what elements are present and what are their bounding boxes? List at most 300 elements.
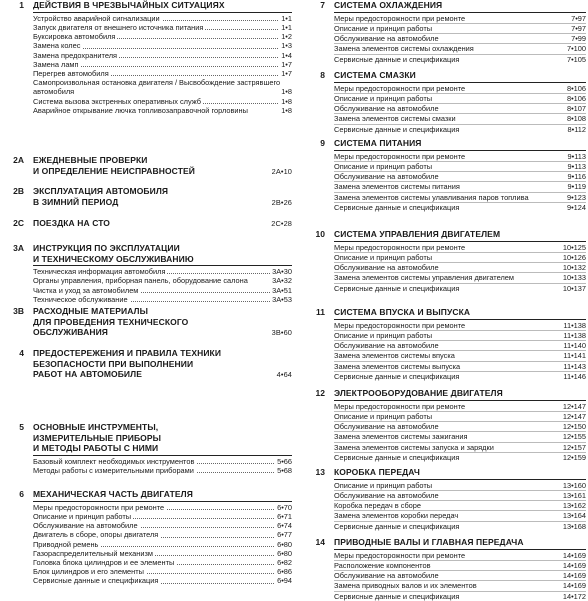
section-title-text: ЕЖЕДНЕВНЫЕ ПРОВЕРКИ — [33, 155, 148, 165]
toc-entry[interactable] — [334, 182, 586, 192]
section-divider — [33, 501, 292, 502]
section-title-line — [334, 0, 586, 11]
toc-entry[interactable] — [334, 422, 586, 432]
toc-entry-label: Устройство аварийной сигнализации — [33, 13, 160, 23]
toc-entry-page: 6•74 — [277, 521, 292, 531]
toc-entry-label: Замена элементов системы зажигания — [334, 432, 468, 442]
toc-entry-label: Сервисные данные и спецификация — [334, 202, 460, 212]
section-title-text: ОБСЛУЖИВАНИЯ — [33, 327, 108, 337]
toc-entry[interactable] — [33, 286, 292, 295]
section-title — [334, 70, 586, 81]
toc-entry[interactable] — [334, 243, 586, 253]
toc-entry-page: 11•138 — [563, 330, 586, 340]
section-title-text: ПОЕЗДКА НА СТО — [33, 218, 111, 228]
section-title — [33, 348, 292, 380]
section-body — [334, 467, 586, 531]
section-title-line — [33, 327, 292, 338]
toc-entry-label: Сервисные данные и спецификация — [334, 371, 460, 381]
toc-entry-label: Замена элементов системы управления двигателем — [334, 273, 514, 283]
section-title-line — [33, 306, 292, 317]
toc-entry-page: 9•124 — [566, 202, 586, 212]
section-title-text: И ОПРЕДЕЛЕНИЕ НЕИСПРАВНОСТЕЙ — [33, 165, 195, 176]
section-number: 3A — [13, 243, 24, 253]
section-divider — [33, 455, 292, 456]
toc-entry[interactable] — [334, 284, 586, 293]
section-page-number: 4•64 — [276, 370, 292, 379]
toc-entry[interactable] — [334, 351, 586, 361]
section-title-line — [33, 359, 292, 370]
toc-entry-page: 6•82 — [277, 557, 292, 567]
toc-entry[interactable] — [334, 341, 586, 351]
toc-entry-page: 6•80 — [277, 548, 292, 558]
toc-entry-page: 7•97 — [571, 13, 586, 23]
section-title-line — [334, 388, 586, 399]
toc-entry-page: 11•140 — [563, 341, 586, 351]
section-number: 7 — [320, 0, 325, 10]
toc-entry-label: Блок цилиндров и его элементы — [33, 567, 144, 577]
toc-entry-page: 11•138 — [563, 320, 586, 330]
toc-entry-label: Замена элементов системы охлаждения — [334, 44, 474, 54]
section-title-line — [33, 369, 292, 380]
section-title-line — [33, 254, 292, 265]
toc-entry[interactable] — [334, 203, 586, 212]
section-title — [334, 229, 586, 240]
toc-entry-page: 6•70 — [277, 502, 292, 512]
toc-entry-page: 9•113 — [567, 151, 586, 161]
section-divider — [334, 241, 586, 242]
toc-entry[interactable] — [334, 55, 586, 64]
section-title-line — [33, 0, 292, 11]
toc-entry-page: 12•147 — [562, 401, 586, 411]
section-title-line — [33, 166, 292, 177]
toc-entry[interactable] — [33, 267, 292, 276]
toc-entry-label: Описание и принцип работы — [334, 93, 433, 103]
toc-entry[interactable] — [334, 24, 586, 34]
toc-entry[interactable] — [33, 69, 292, 78]
toc-entry-page: 5•68 — [277, 465, 292, 475]
toc-entry[interactable] — [334, 321, 586, 331]
toc-entry-page: 1•8 — [281, 87, 292, 97]
toc-entry-label: Базовый комплект необходимых инструментов — [33, 456, 195, 466]
toc-entry-label: Сервисные данные и спецификация — [334, 452, 460, 462]
toc-entry-page: 9•116 — [567, 172, 586, 182]
toc-entry-page: 11•146 — [563, 371, 586, 381]
toc-entry[interactable] — [334, 14, 586, 24]
section-title-line — [334, 537, 586, 548]
section-title — [334, 537, 586, 548]
toc-entry[interactable] — [33, 60, 292, 69]
section-body — [334, 0, 586, 64]
toc-entry-label: Самопроизвольная остановка двигателя / Высвобождение застрявшего автомобиля — [33, 78, 292, 96]
toc-entry-label: Обслуживание на автомобиле — [334, 34, 439, 44]
toc-entry-label: Описание и принцип работы — [334, 411, 433, 421]
section-title-line — [33, 197, 292, 208]
section-body — [33, 155, 292, 176]
section-body — [33, 186, 292, 207]
section-divider — [334, 319, 586, 320]
section-title-line — [33, 155, 292, 166]
toc-entry[interactable] — [334, 432, 586, 442]
toc-entry[interactable] — [334, 162, 586, 172]
section-body — [33, 0, 292, 115]
section-title-text: МЕХАНИЧЕСКАЯ ЧАСТЬ ДВИГАТЕЛЯ — [33, 489, 193, 499]
toc-entry[interactable] — [33, 530, 292, 539]
toc-entry-label: Аварийное открывание лючка топливозаправочной горловины — [33, 106, 292, 115]
toc-entry[interactable] — [33, 457, 292, 466]
section-title-text: ДЛЯ ПРОВЕДЕНИЯ ТЕХНИЧЕСКОГО — [33, 316, 189, 327]
section-page-number: 3B•60 — [271, 328, 292, 337]
toc-entry-label: Меры предосторожности при ремонте — [334, 320, 466, 330]
toc-entry[interactable] — [334, 453, 586, 462]
toc-entry[interactable] — [334, 443, 586, 453]
section-title-line — [33, 317, 292, 328]
toc-entry[interactable] — [33, 78, 292, 96]
toc-entry-label: Чистка и уход за автомобилем — [33, 285, 139, 295]
toc-entry-page: 10•125 — [562, 242, 586, 252]
toc-entry[interactable] — [334, 152, 586, 162]
toc-entry-page: 6•77 — [277, 530, 292, 540]
toc-entry[interactable] — [334, 372, 586, 381]
toc-entry[interactable] — [334, 253, 586, 263]
section-divider — [334, 150, 586, 151]
toc-entry[interactable] — [33, 106, 292, 115]
toc-entry-label: Сервисные данные и спецификация — [334, 283, 460, 293]
toc-entry-page: 13•168 — [562, 521, 586, 531]
toc-entry[interactable] — [334, 114, 586, 124]
section-title — [334, 0, 586, 11]
section-title-line — [334, 70, 586, 81]
toc-entry-page: 1•4 — [281, 50, 292, 60]
section-title-text: СИСТЕМА ВПУСКА И ВЫПУСКА — [334, 307, 471, 317]
toc-entry-label: Головка блока цилиндров и ее элементы — [33, 557, 175, 567]
toc-entry-page: 8•112 — [567, 124, 586, 134]
toc-entry-page: 7•105 — [566, 54, 586, 64]
toc-entry[interactable] — [334, 84, 586, 94]
toc-entry[interactable] — [33, 521, 292, 530]
toc-entry-label: Замена элементов системы улавливания паров топлива — [334, 193, 586, 202]
toc-entry[interactable] — [334, 172, 586, 182]
section-number: 2A — [13, 155, 24, 165]
toc-entry-label: Обслуживание на автомобиле — [334, 104, 439, 114]
section-number: 3B — [13, 306, 24, 316]
toc-entry-label: Сервисные данные и спецификация — [334, 54, 460, 64]
toc-entry-page: 10•126 — [562, 252, 586, 262]
toc-entry-page: 14•169 — [562, 571, 586, 581]
toc-entry[interactable] — [334, 193, 586, 203]
toc-entry-page: 3A•30 — [272, 267, 292, 277]
section-title-text: СИСТЕМА ОХЛАЖДЕНИЯ — [334, 0, 443, 10]
toc-entry-page: 8•106 — [566, 83, 586, 93]
section-title-text: СИСТЕМА УПРАВЛЕНИЯ ДВИГАТЕЛЕМ — [334, 229, 501, 239]
toc-entry-label: Меры предосторожности при ремонте — [334, 550, 466, 560]
toc-entry[interactable] — [33, 23, 292, 32]
toc-entry-label: Система вызова экстренных оперативных служб — [33, 96, 201, 106]
toc-entry-page: 14•172 — [562, 591, 586, 601]
section-title-text: В ЗИМНИЙ ПЕРИОД — [33, 196, 119, 207]
toc-entry[interactable] — [33, 567, 292, 576]
section-title-line — [334, 467, 586, 478]
section-number: 10 — [315, 229, 325, 239]
toc-entry-page: 13•161 — [562, 490, 586, 500]
section-number: 11 — [316, 307, 325, 317]
toc-entry-label: Описание и принцип работы — [334, 480, 433, 490]
toc-entry[interactable] — [334, 571, 586, 581]
section-number: 2C — [13, 218, 24, 228]
toc-entry-label: Приводной ремень — [33, 539, 99, 549]
section-title-text: ОСНОВНЫЕ ИНСТРУМЕНТЫ, — [33, 422, 159, 432]
section-title-text: ПРИВОДНЫЕ ВАЛЫ И ГЛАВНАЯ ПЕРЕДАЧА — [334, 537, 524, 547]
toc-entry-page: 8•108 — [566, 114, 586, 124]
toc-entry-page: 11•143 — [563, 361, 586, 371]
toc-entry-page: 12•157 — [562, 442, 586, 452]
section-title — [334, 388, 586, 399]
toc-entry-label: Замена элементов системы запуска и зарядки — [334, 442, 494, 452]
toc-entry[interactable] — [334, 34, 586, 44]
section-divider — [334, 549, 586, 550]
toc-entry[interactable] — [334, 412, 586, 422]
toc-entry-page: 7•100 — [566, 44, 586, 54]
section-number: 12 — [315, 388, 325, 398]
section-title-text: И МЕТОДЫ РАБОТЫ С НИМИ — [33, 443, 159, 453]
section-number: 2B — [13, 186, 24, 196]
toc-entry-label: Запуск двигателя от внешнего источника питания — [33, 22, 204, 32]
toc-entry-page: 6•86 — [277, 567, 292, 577]
toc-entry-label: Меры предосторожности при ремонте — [334, 83, 466, 93]
toc-entry-label: Сервисные данные и спецификация — [334, 124, 460, 134]
toc-entry-label: Описание и принцип работы — [334, 252, 433, 262]
toc-entry-page: 1•1 — [281, 13, 292, 23]
toc-entry-label: Замена предохранителя — [33, 50, 118, 60]
section-body — [33, 306, 292, 338]
section-title-text: ЭКСПЛУАТАЦИЯ АВТОМОБИЛЯ — [33, 186, 169, 196]
toc-entry[interactable] — [33, 558, 292, 567]
toc-entry[interactable] — [334, 481, 586, 491]
toc-entry-label: Обслуживание на автомобиле — [334, 172, 439, 182]
toc-entry-page: 7•97 — [571, 23, 586, 33]
section-number: 5 — [19, 422, 24, 432]
toc-entry-page: 8•107 — [566, 104, 586, 114]
toc-entry-label: Меры предосторожности при ремонте — [334, 151, 466, 161]
toc-entry-label: Техническая информация автомобиля — [33, 267, 166, 277]
toc-entry[interactable] — [33, 540, 292, 549]
section-title-line — [33, 433, 292, 444]
toc-entry-page: 6•94 — [277, 576, 292, 586]
section-number: 6 — [19, 489, 24, 499]
toc-entry-label: Обслуживание на автомобиле — [334, 571, 439, 581]
section-page-number: 2C•28 — [271, 219, 292, 228]
section-title-text: ИНСТРУКЦИЯ ПО ЭКСПЛУАТАЦИИ — [33, 243, 180, 253]
section-title — [33, 306, 292, 338]
toc-entry[interactable] — [33, 41, 292, 50]
toc-entry-label: Меры предосторожности при ремонте — [334, 242, 466, 252]
toc-entry-label: Описание и принцип работы — [334, 23, 433, 33]
section-title-text: ДЕЙСТВИЯ В ЧРЕЗВЫЧАЙНЫХ СИТУАЦИЯХ — [33, 0, 225, 10]
toc-entry-page: 12•155 — [562, 432, 586, 442]
section-body — [334, 229, 586, 293]
section-title-text: ПРЕДОСТЕРЕЖЕНИЯ И ПРАВИЛА ТЕХНИКИ — [33, 348, 222, 358]
section-number: 14 — [315, 537, 325, 547]
toc-entry-label: Сервисные данные и спецификация — [334, 521, 460, 531]
toc-entry[interactable] — [334, 125, 586, 134]
toc-entry-label: Расположение компонентов — [334, 560, 431, 570]
toc-entry-page: 14•169 — [562, 550, 586, 560]
section-page-number: 2A•10 — [271, 166, 292, 176]
toc-entry-page: 3A•53 — [272, 294, 292, 304]
toc-entry[interactable] — [334, 522, 586, 531]
section-divider — [33, 12, 292, 13]
section-title — [334, 138, 586, 149]
toc-entry-label: Обслуживание на автомобиле — [334, 422, 439, 432]
toc-entry-label: Описание и принцип работы — [33, 511, 132, 521]
section-title — [33, 243, 292, 264]
section-title-text: И ТЕХНИЧЕСКОМУ ОБСЛУЖИВАНИЮ — [33, 253, 194, 264]
toc-entry[interactable] — [33, 51, 292, 60]
section-divider — [33, 265, 292, 266]
section-title-text: СИСТЕМА ПИТАНИЯ — [334, 138, 422, 148]
section-title-text: КОРОБКА ПЕРЕДАЧ — [334, 467, 420, 477]
section-title — [334, 307, 586, 318]
toc-entry-label: Сервисные данные и спецификация — [334, 591, 460, 601]
toc-entry-label: Замена приводных валов и их элементов — [334, 581, 477, 591]
section-title-text: ИЗМЕРИТЕЛЬНЫЕ ПРИБОРЫ — [33, 432, 162, 443]
section-title — [33, 155, 292, 176]
toc-entry[interactable] — [334, 273, 586, 283]
section-divider — [334, 400, 586, 401]
toc-entry-page: 3A•32 — [272, 276, 292, 286]
section-number: 8 — [320, 70, 325, 80]
toc-entry-page: 9•119 — [567, 182, 586, 192]
toc-entry-page: 10•132 — [562, 263, 586, 273]
toc-entry[interactable] — [334, 592, 586, 601]
toc-entry-page: 12•159 — [562, 452, 586, 462]
toc-entry-page: 13•162 — [562, 501, 586, 511]
toc-entry-label: Замена элементов коробки передач — [334, 511, 459, 521]
section-number: 1 — [19, 0, 24, 10]
toc-entry[interactable] — [334, 551, 586, 561]
toc-entry[interactable] — [33, 276, 292, 285]
toc-entry-label: Обслуживание на автомобиле — [334, 490, 439, 500]
section-title — [33, 218, 292, 229]
toc-entry-page: 14•169 — [562, 560, 586, 570]
toc-entry[interactable] — [33, 295, 292, 304]
section-body — [334, 307, 586, 381]
section-body — [33, 348, 292, 380]
toc-entry-label: Обслуживание на автомобиле — [334, 341, 439, 351]
section-body — [33, 243, 292, 304]
toc-entry-page: 1•2 — [281, 32, 292, 42]
toc-entry-label: Обслуживание на автомобиле — [334, 263, 439, 273]
section-body — [33, 218, 292, 229]
toc-entry[interactable] — [334, 501, 586, 511]
toc-entry[interactable] — [33, 549, 292, 558]
section-title — [33, 489, 292, 500]
toc-entry-page: 8•106 — [566, 93, 586, 103]
toc-entry-page: 12•150 — [562, 422, 586, 432]
toc-entry-label: Обслуживание на автомобиле — [33, 521, 138, 531]
section-title-line — [334, 307, 586, 318]
toc-entry-label: Перегрев автомобиля — [33, 68, 109, 78]
toc-entry-page: 9•113 — [567, 161, 586, 171]
toc-entry[interactable] — [33, 97, 292, 106]
section-number: 13 — [315, 467, 325, 477]
toc-entry-page: 1•7 — [281, 59, 292, 69]
toc-entry-page: 13•164 — [562, 511, 586, 521]
toc-entry-label: Методы работы с измерительными приборами — [33, 465, 194, 475]
section-body — [334, 138, 586, 212]
toc-entry-label: Меры предосторожности при ремонте — [334, 13, 466, 23]
toc-entry-page: 1•7 — [281, 68, 292, 78]
toc-entry[interactable] — [334, 263, 586, 273]
section-title — [334, 467, 586, 478]
toc-entry-page: 10•133 — [562, 273, 586, 283]
toc-entry-label: Описание и принцип работы — [334, 161, 433, 171]
toc-entry-label: Замена элементов системы впуска — [334, 351, 455, 361]
section-title-text: РАБОТ НА АВТОМОБИЛЕ — [33, 369, 142, 379]
section-body — [334, 537, 586, 601]
section-number: 9 — [320, 138, 325, 148]
toc-entry[interactable] — [334, 491, 586, 501]
toc-entry-label: Описание и принцип работы — [334, 330, 433, 340]
section-body — [33, 489, 292, 586]
toc-entry-page: 11•141 — [563, 351, 586, 361]
section-divider — [334, 82, 586, 83]
toc-entry-label: Газораспределительный механизм — [33, 548, 153, 558]
section-body — [33, 422, 292, 475]
toc-entry[interactable] — [33, 466, 292, 475]
section-title-line — [33, 186, 292, 197]
toc-entry[interactable] — [33, 512, 292, 521]
toc-entry[interactable] — [33, 576, 292, 585]
toc-entry-page: 14•169 — [562, 581, 586, 591]
section-divider — [334, 12, 586, 13]
toc-entry-page: 13•160 — [562, 480, 586, 490]
section-title-line — [33, 348, 292, 359]
section-body — [334, 70, 586, 134]
section-title-text: РАСХОДНЫЕ МАТЕРИАЛЫ — [33, 306, 149, 316]
toc-entry-label: Замена элементов системы смазки — [334, 114, 456, 124]
toc-entry[interactable] — [334, 104, 586, 114]
section-page-number: 2B•26 — [271, 197, 292, 207]
toc-entry[interactable] — [334, 44, 586, 54]
toc-entry-label: Коробка передач в сборе — [334, 501, 422, 511]
toc-entry-page: 1•1 — [281, 22, 292, 32]
toc-entry-page: 10•137 — [562, 283, 586, 293]
toc-entry-label: Органы управления, приборная панель, оборудование салона — [33, 276, 292, 285]
toc-entry[interactable] — [334, 362, 586, 372]
toc-entry-page: 6•71 — [277, 511, 292, 521]
section-divider — [334, 479, 586, 480]
toc-entry[interactable] — [33, 14, 292, 23]
section-title — [33, 422, 292, 454]
section-title-text: БЕЗОПАСНОСТИ ПРИ ВЫПОЛНЕНИИ — [33, 358, 194, 369]
toc-entry-label: Двигатель в сборе, опоры двигателя — [33, 530, 159, 540]
toc-entry[interactable] — [334, 511, 586, 521]
toc-entry[interactable] — [334, 402, 586, 412]
toc-entry[interactable] — [334, 581, 586, 591]
toc-entry[interactable] — [33, 503, 292, 512]
toc-entry[interactable] — [334, 561, 586, 571]
toc-entry-label: Меры предосторожности при ремонте — [33, 502, 165, 512]
section-title-line — [33, 218, 292, 229]
section-body — [334, 388, 586, 462]
toc-entry-page: 5•66 — [277, 456, 292, 466]
toc-entry[interactable] — [334, 94, 586, 104]
toc-entry[interactable] — [33, 32, 292, 41]
section-title-line — [33, 489, 292, 500]
toc-entry-page: 12•147 — [562, 411, 586, 421]
toc-entry-label: Меры предосторожности при ремонте — [334, 401, 466, 411]
toc-entry[interactable] — [334, 331, 586, 341]
